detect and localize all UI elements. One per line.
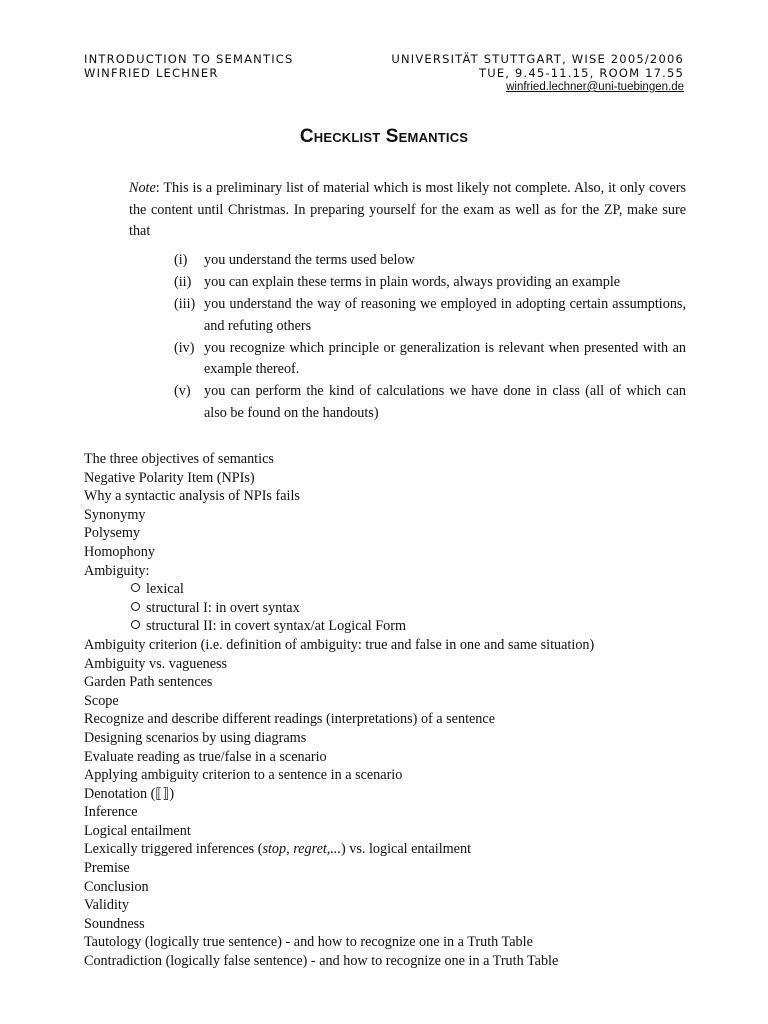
item-text: Evaluate reading as true/false in a scenario xyxy=(84,748,327,765)
requirement-text: you understand the terms used below xyxy=(204,252,415,268)
item-text: Validity xyxy=(84,897,129,914)
requirement-text: you can explain these terms in plain words, always providing an example xyxy=(204,274,621,290)
requirement-item xyxy=(174,272,686,294)
item-text: Ambiguity vs. vagueness xyxy=(84,655,228,672)
item-text: structural I: in overt syntax xyxy=(146,599,300,616)
checklist-item xyxy=(84,487,704,506)
item-text: structural II: in covert syntax/at Logical Form xyxy=(146,618,407,635)
requirement-number: (i) xyxy=(174,252,188,268)
checklist-item xyxy=(84,859,704,878)
item-text: Ambiguity: xyxy=(84,562,150,579)
requirement-number: (iv) xyxy=(174,339,195,356)
item-text: Polysemy xyxy=(84,525,140,542)
checklist-item xyxy=(84,562,704,581)
requirement-text: you understand the way of reasoning we employed in adopting certain assumptions, and refuting others xyxy=(204,296,686,334)
item-text: Why a syntactic analysis of NPIs fails xyxy=(84,488,300,505)
item-text: Recognize and describe different readings (interpretations) of a sentence xyxy=(84,711,495,728)
checklist-item xyxy=(84,915,704,934)
item-text: Synonymy xyxy=(84,506,146,523)
checklist-item xyxy=(84,655,704,674)
item-text: Conclusion xyxy=(84,878,149,895)
requirement-item xyxy=(174,250,686,272)
item-text: Garden Path sentences xyxy=(84,674,213,691)
checklist-item xyxy=(84,896,704,915)
example-term: stop xyxy=(262,841,287,858)
checklist-items xyxy=(84,450,704,971)
example-term: regret,... xyxy=(293,841,341,858)
checklist-subitem xyxy=(84,599,704,618)
checklist-item xyxy=(84,524,704,543)
checklist-item xyxy=(84,933,704,952)
checklist-item xyxy=(84,710,704,729)
schedule-room: TUE, 9.45-11.15, ROOM 17.55 xyxy=(478,66,684,80)
item-text: Premise xyxy=(84,860,130,877)
checklist-item xyxy=(84,822,704,841)
item-text-fragment: ) vs. logical entailment xyxy=(341,841,472,858)
item-text: Ambiguity criterion (i.e. definition of ambiguity: true and false in one and same situation) xyxy=(84,636,595,653)
item-text-fragment: , xyxy=(286,841,294,858)
circle-bullet-icon xyxy=(131,583,140,592)
checklist-item xyxy=(84,543,704,562)
item-text: Inference xyxy=(84,804,138,821)
circle-bullet-icon xyxy=(131,620,140,629)
requirement-text: you can perform the kind of calculations we have done in class (all of which can also be found on the handouts) xyxy=(204,383,686,421)
note-label: Note xyxy=(129,180,156,196)
requirement-item xyxy=(174,338,686,381)
requirement-number: (iii) xyxy=(174,296,196,312)
header-right xyxy=(391,52,684,94)
item-text: Homophony xyxy=(84,543,155,560)
checklist-item xyxy=(84,803,704,822)
checklist-item xyxy=(84,506,704,525)
requirements-list xyxy=(174,250,686,425)
item-text: Tautology (logically true sentence) - and how to recognize one in a Truth Table xyxy=(84,934,533,951)
requirement-text: you recognize which principle or generalization is relevant when presented with an example thereof. xyxy=(204,339,686,377)
checklist-item xyxy=(84,729,704,748)
checklist-item xyxy=(84,636,704,655)
checklist-item xyxy=(84,840,704,859)
circle-bullet-icon xyxy=(131,602,140,611)
checklist-item xyxy=(84,766,704,785)
requirement-item xyxy=(174,381,686,424)
item-text: Scope xyxy=(84,692,119,709)
requirement-number: (v) xyxy=(174,383,191,399)
item-text: Applying ambiguity criterion to a sentence in a scenario xyxy=(84,767,403,784)
checklist-item xyxy=(84,878,704,897)
item-text: Soundness xyxy=(84,915,145,932)
university-term: UNIVERSITÄT STUTTGART, WISE 2005/2006 xyxy=(391,52,684,66)
checklist-subitem xyxy=(84,580,704,599)
item-text: Contradiction (logically false sentence) - and how to recognize one in a Truth Table xyxy=(84,953,559,970)
item-text: Logical entailment xyxy=(84,822,191,839)
checklist-item xyxy=(84,469,704,488)
note-text: : This is a preliminary list of material which is most likely not complete. Also, it only covers the content until Christmas. In preparing yourself for the exam as well as for the ZP, make sure that xyxy=(129,180,686,239)
page-title: Checklist Semantics xyxy=(299,126,469,147)
header-left xyxy=(84,52,294,80)
checklist-item xyxy=(84,450,704,469)
requirement-item xyxy=(174,294,686,337)
note-paragraph xyxy=(129,178,686,243)
checklist-item xyxy=(84,748,704,767)
item-text: Denotation (⟦⟧) xyxy=(84,785,175,802)
lecturer-name: WINFRIED LECHNER xyxy=(84,66,219,80)
checklist-item xyxy=(84,692,704,711)
checklist-item xyxy=(84,673,704,692)
item-text: Designing scenarios by using diagrams xyxy=(84,729,307,746)
item-text: lexical xyxy=(146,581,184,598)
email-link[interactable]: winfried.lechner@uni-tuebingen.de xyxy=(506,81,684,93)
item-text-fragment: Lexically triggered inferences ( xyxy=(84,841,263,858)
requirement-number: (ii) xyxy=(174,274,192,290)
course-title: INTRODUCTION TO SEMANTICS xyxy=(84,52,294,66)
item-text: Negative Polarity Item (NPIs) xyxy=(84,469,255,486)
checklist-item xyxy=(84,952,704,971)
checklist-subitem xyxy=(84,617,704,636)
checklist-item xyxy=(84,785,704,804)
item-text: The three objectives of semantics xyxy=(84,451,274,467)
